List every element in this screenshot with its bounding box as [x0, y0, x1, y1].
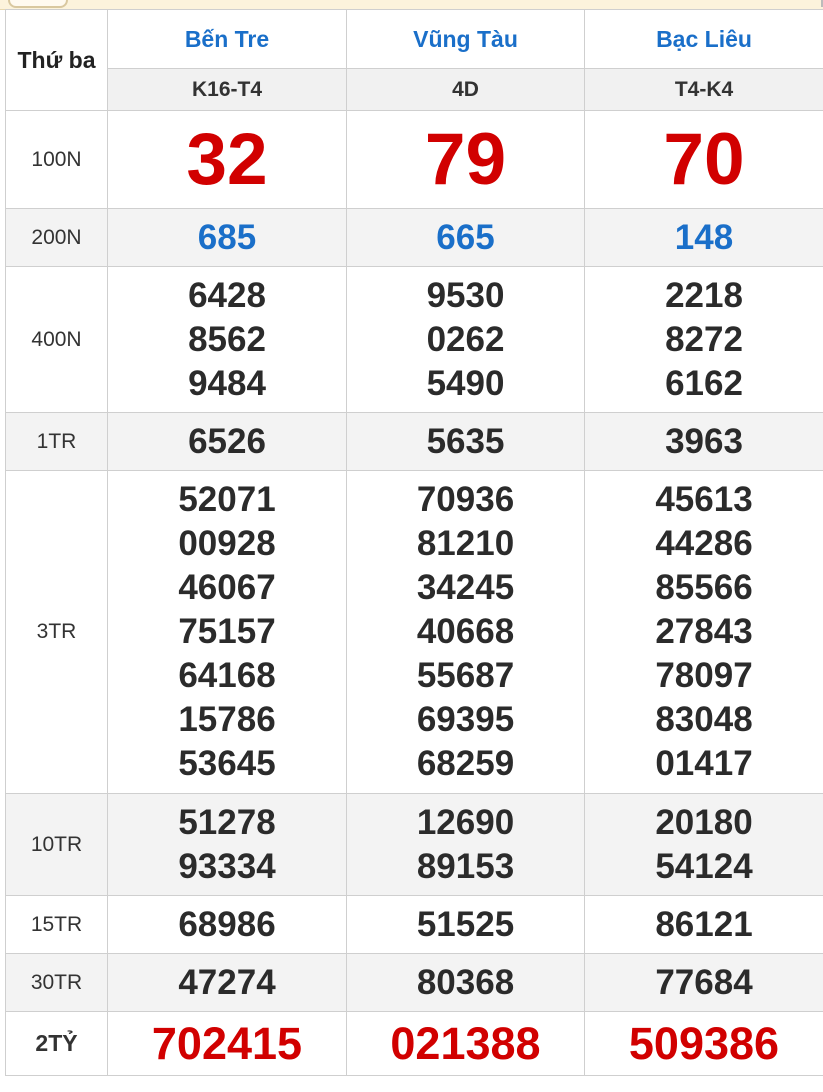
prize-10tr-value-1-1: 89153 — [416, 846, 515, 886]
prize-100n-value-2: 70 — [663, 118, 745, 200]
prize-10tr-value-1-0: 12690 — [416, 802, 515, 842]
prize-label-400n: 400N — [6, 267, 108, 413]
prize-row-2ty — [6, 1012, 823, 1076]
prize-15tr-value-1: 51525 — [416, 904, 515, 944]
prize-row-200n — [6, 209, 823, 267]
prize-label-2ty: 2TỶ — [6, 1012, 108, 1076]
prize-3tr-value-1-1: 81210 — [416, 524, 515, 563]
prize-3tr-value-0-0: 52071 — [178, 480, 276, 519]
province-code-0: K16-T4 — [108, 69, 347, 111]
prize-2ty-value-0: 702415 — [151, 1017, 303, 1069]
province-code-1: 4D — [347, 69, 585, 111]
prize-label-1tr: 1TR — [6, 413, 108, 471]
prize-200n-value-1: 665 — [436, 217, 495, 257]
prize-3tr-value-2-2: 85566 — [655, 568, 753, 607]
province-name-1[interactable]: Vũng Tàu — [347, 10, 585, 69]
prize-2ty-value-2: 509386 — [628, 1017, 780, 1069]
prize-400n-value-0-1: 8562 — [188, 319, 266, 359]
prize-200n-value-0: 685 — [197, 217, 257, 257]
prize-label-30tr: 30TR — [6, 954, 108, 1012]
prize-30tr-value-1: 80368 — [416, 962, 515, 1002]
prize-label-100n: 100N — [6, 111, 108, 209]
prize-400n-value-0-0: 6428 — [188, 275, 266, 315]
prize-3tr-value-2-3: 27843 — [655, 612, 753, 651]
prize-400n-value-2-0: 2218 — [665, 275, 743, 315]
prize-100n-value-0: 32 — [186, 118, 268, 200]
prize-3tr-value-0-2: 46067 — [178, 568, 276, 607]
prize-row-1tr — [6, 413, 823, 471]
prize-15tr-value-2: 86121 — [655, 904, 753, 944]
header-row — [6, 10, 823, 69]
prize-3tr-value-1-6: 68259 — [416, 744, 515, 783]
prize-3tr-value-2-5: 83048 — [655, 700, 753, 739]
top-tab[interactable] — [8, 0, 68, 8]
prize-row-30tr — [6, 954, 823, 1012]
prize-400n-value-1-2: 5490 — [426, 363, 505, 403]
prize-1tr-value-1: 5635 — [426, 421, 505, 461]
prize-3tr-value-1-4: 55687 — [416, 656, 515, 695]
prize-1tr-value-0: 6526 — [188, 421, 266, 461]
prize-15tr-value-0: 68986 — [178, 904, 276, 944]
prize-label-200n: 200N — [6, 209, 108, 267]
province-code-2: T4-K4 — [585, 69, 823, 111]
prize-2ty-value-1: 021388 — [390, 1017, 541, 1069]
day-label: Thứ ba — [6, 10, 108, 111]
prize-3tr-value-0-4: 64168 — [178, 656, 276, 695]
prize-label-10tr: 10TR — [6, 794, 108, 896]
prize-row-3tr — [6, 471, 823, 794]
prize-100n-value-1: 79 — [424, 118, 507, 200]
prize-400n-value-2-2: 6162 — [665, 363, 743, 403]
prize-3tr-value-2-1: 44286 — [655, 524, 753, 563]
prize-400n-value-1-1: 0262 — [426, 319, 505, 359]
prize-200n-value-2: 148 — [674, 217, 734, 257]
prize-row-400n — [6, 267, 823, 413]
prize-3tr-value-1-5: 69395 — [416, 700, 515, 739]
prize-1tr-value-2: 3963 — [665, 421, 743, 461]
prize-3tr-value-1-2: 34245 — [416, 568, 515, 607]
prize-3tr-value-0-1: 00928 — [178, 524, 276, 563]
prize-10tr-value-0-0: 51278 — [178, 802, 276, 842]
code-row — [6, 69, 823, 111]
prize-10tr-value-0-1: 93334 — [178, 846, 276, 886]
prize-3tr-value-1-3: 40668 — [416, 612, 515, 651]
province-name-0[interactable]: Bến Tre — [108, 10, 347, 69]
prize-row-100n — [6, 111, 823, 209]
prize-3tr-value-2-0: 45613 — [655, 480, 753, 519]
prize-label-15tr: 15TR — [6, 896, 108, 954]
prize-30tr-value-2: 77684 — [655, 962, 753, 1002]
prize-row-15tr — [6, 896, 823, 954]
prize-400n-value-0-2: 9484 — [188, 363, 266, 403]
prize-3tr-value-0-3: 75157 — [178, 612, 276, 651]
prize-3tr-value-2-6: 01417 — [655, 744, 753, 783]
prize-3tr-value-0-5: 15786 — [178, 700, 276, 739]
prize-400n-value-2-1: 8272 — [665, 319, 743, 359]
province-name-2[interactable]: Bạc Liêu — [585, 10, 823, 69]
lottery-results-table — [5, 9, 823, 1076]
prize-3tr-value-1-0: 70936 — [416, 480, 515, 519]
prize-row-10tr — [6, 794, 823, 896]
prize-10tr-value-2-0: 20180 — [655, 802, 753, 842]
prize-3tr-value-2-4: 78097 — [655, 656, 753, 695]
prize-30tr-value-0: 47274 — [178, 962, 276, 1002]
prize-10tr-value-2-1: 54124 — [655, 846, 753, 886]
prize-400n-value-1-0: 9530 — [426, 275, 505, 315]
prize-3tr-value-0-6: 53645 — [178, 744, 276, 783]
prize-label-3tr: 3TR — [6, 471, 108, 794]
